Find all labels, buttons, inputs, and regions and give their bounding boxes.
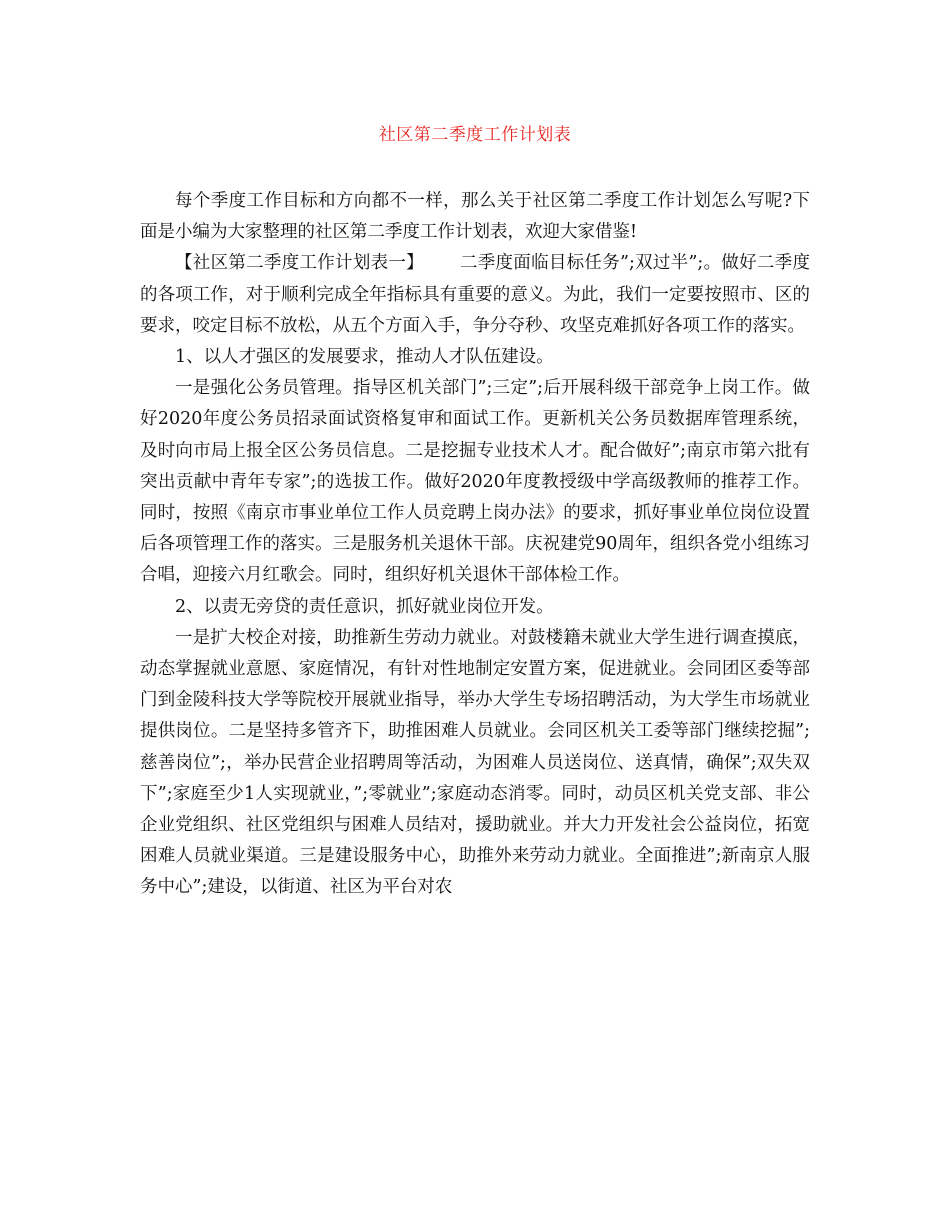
- paragraph-text: 每个季度工作目标和方向都不一样，那么关于社区第二季度工作计划怎么写呢?下面是小编为大家整理的社区第二季度工作计划表，欢迎大家借鉴!: [140, 191, 810, 243]
- paragraph-text: 一是强化公务员管理。指导区机关部门”;三定”;后开展科级干部竞争上岗工作。做好2020年度公务员招录面试资格复审和面试工作。更新机关公务员数据库管理系统，及时向市局上报全区公务员信息。二是挖掘专业技术人才。配合做好”;南京市第六批有突出贡献中青年专家”;的选拔工作。做好2020年度教授级中学高级教师的推荐工作。同时，按照《南京市事业单位工作人员竞聘上岗办法》的要求，抓好事业单位岗位设置后各项管理工作的落实。三是服务机关退休干部。庆祝建党90周年，组织各党小组练习合唱，迎接六月红歌会。同时，组织好机关退休干部体检工作。: [140, 378, 810, 586]
- paragraph-intro: [140, 186, 810, 248]
- section-heading: 【社区第二季度工作计划表一】: [175, 253, 424, 274]
- paragraph-plan-one: [140, 248, 810, 342]
- paragraph-item-1-detail: [140, 373, 810, 591]
- paragraph-text: 2、以责无旁贷的责任意识，抓好就业岗位开发。: [175, 596, 554, 617]
- paragraph-text: 1、以人才强区的发展要求，推动人才队伍建设。: [175, 347, 554, 368]
- paragraph-text: 一是扩大校企对接，助推新生劳动力就业。对鼓楼籍未就业大学生进行调查摸底，动态掌握就业意愿、家庭情况，有针对性地制定安置方案，促进就业。会同团区委等部门到金陵科技大学等院校开展就业指导，举办大学生专场招聘活动，为大学生市场就业提供岗位。二是坚持多管齐下，助推困难人员就业。会同区机关工委等部门继续挖掘”;慈善岗位”;，举办民营企业招聘周等活动，为困难人员送岗位、送真情，确保”;双失双下”;家庭至少1人实现就业，”;零就业”;家庭动态消零。同时，动员区机关党支部、非公企业党组织、社区党组织与困难人员结对，援助就业。并大力开发社会公益岗位，拓宽困难人员就业渠道。三是建设服务中心，助推外来劳动力就业。全面推进”;新南京人服务中心”;建设，以街道、社区为平台对农: [140, 627, 810, 898]
- paragraph-item-2: [140, 592, 810, 623]
- paragraph-text: 二季度面临目标任务”;双过半”;。做好二季度的各项工作，对于顺利完成全年指标具有重要的意义。为此，我们一定要按照市、区的要求，咬定目标不放松，从五个方面入手，争分夺秒、攻坚克难抓好各项工作的落实。: [140, 253, 810, 336]
- paragraph-item-1: [140, 342, 810, 373]
- paragraph-item-2-detail: [140, 623, 810, 904]
- document-title: 社区第二季度工作计划表: [378, 125, 572, 145]
